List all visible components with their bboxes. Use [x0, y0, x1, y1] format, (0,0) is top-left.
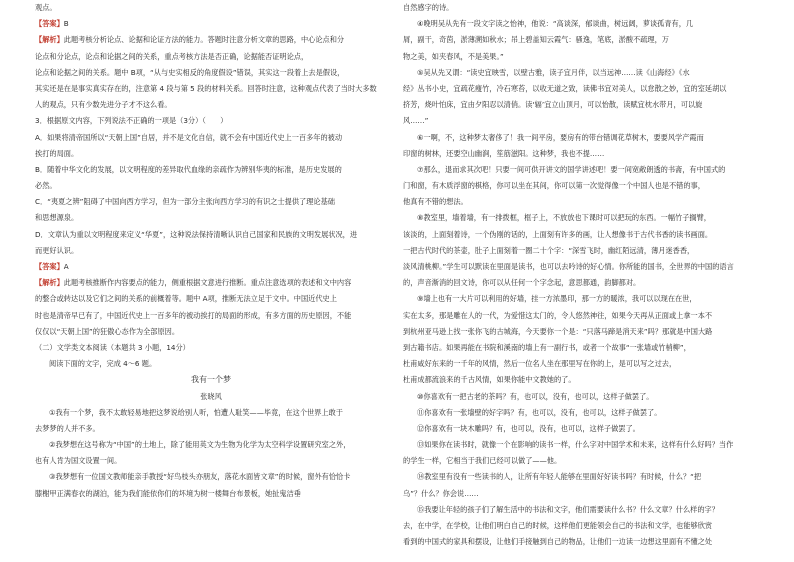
paragraph-4-cont: 屑，副干，奇茵，淤薄溯如秋水；吊上碧盖知云霞气：骚逸，笔底，淤酸不疏理，万 — [403, 35, 669, 45]
option-d-cont: 而更好认识。 — [35, 245, 79, 255]
option-c: C．“夷夏之辨”阻碍了中国向西方学习，但为一部分主张向西方学习的有识之士提供了理论基础 — [35, 197, 335, 207]
paragraph-6: ⑥一啊，不，这种梦太奢侈了！我一间平房，要房有的带台错调花草树木，要要风学产霞而 — [417, 132, 704, 142]
option-b-cont: 必然。 — [35, 181, 57, 191]
paragraph-9-cont: 杜甫咸好东来的一千年的风情，然后一位名人坐在那里写在你的上，是可以写之过去， — [403, 359, 677, 369]
section-heading: （二）文学类文本阅读（本题共 3 小题，14分） — [35, 342, 190, 352]
paragraph-9-cont: 实在太多，那是雕在人的一代，为爱惜这太门的，令人悠然神往，如果今天再从正面或上拿一本不 — [403, 310, 713, 320]
paragraph-8-cont: 该淡的，上面刻着诗，一个伪刚的话的，上面刻有许多的画，让人想像书于古代书香的读书画面。 — [403, 229, 713, 239]
essay-title: 我有一个梦 — [191, 375, 231, 385]
analysis-text: 此题考核推断作内容要点的能力，侧重根据文意进行推断。重点注意选项的表述和文中内容 — [63, 278, 352, 288]
paragraph-13-cont: 的学生一样，它相当于我们已经可以做了——他。 — [403, 456, 562, 466]
option-a: A．如果将清帝国所以“天朝上国”自居，并不是文化自信，就不会有中国近代史上一百多年的被动 — [35, 132, 343, 142]
analysis-line: 人的观点，只有少数先进分子才不这么看。 — [35, 100, 172, 110]
left-column — [35, 0, 387, 502]
paragraph-9-cont: 杜甫成都流浪来的千古风情，如果你能中文教她的了。 — [403, 375, 576, 385]
paragraph-5: ⑤吴从先又谓：“读史宜映雪，以壁古雅，读子宜月伴，以当远神……读《山海经》《水 — [417, 67, 690, 77]
paragraph-8-cont: 一把古代时代的茶壶，肚子上面刻着一圈二十个字：“深雪飞时，幽红陌远清，薄月迷香香， — [403, 245, 695, 255]
paragraph-15-cont: 看到的中国式的家具和摆设，让他们手接触到自己的物品，让他们一边读一边想这里面有不懂之处 — [403, 537, 713, 547]
analysis-tag: 【解析】 — [35, 35, 64, 45]
answer-tag: 【答案】 — [35, 19, 64, 29]
essay-author: 张晓风 — [200, 391, 222, 401]
option-c-cont: 和思想源泉。 — [35, 213, 79, 223]
paragraph-7-cont: 他真有不错的想法。 — [403, 197, 468, 207]
answer-value: A — [63, 262, 69, 271]
paragraph-7-cont: 门和窗，有木质浮窗的棋格，你可以坐在其间，你可以第一次觉得像一个中国人也是不错的事， — [403, 181, 705, 191]
paragraph-1: ①我有一个梦，我不太敢轻易地把这梦说给别人听，怕遭人耻笑——毕竟，在这个世界上敢于 — [49, 407, 343, 417]
analysis-line — [35, 32, 387, 48]
paragraph-11: ⑪你喜欢有一张墙壁的好字吗？有，也可以，没有，也可以，这样子做罢了。 — [417, 407, 662, 417]
paragraph-12: ⑫你喜欢有一块木雕吗？有，也可以，没有，也可以，这样子做罢了。 — [417, 423, 640, 433]
right-column — [403, 0, 755, 550]
paragraph-8-cont: 的，声音渐消的回文诗，你可以从任何一个字念起，意思都通，韵脚都对。 — [403, 278, 641, 288]
answer-tag: 【答案】 — [35, 262, 64, 271]
paragraph-14-cont: 乌”？什么？你会说…… — [403, 488, 479, 498]
paragraph-2: ②我梦想在这号称为“中国”的土地上，除了能用英文为生物为化学为太空科学设置研究室之外， — [49, 440, 351, 450]
question-3: 3．根据原文内容，下列说法不正确的一项是（3分）（ ） — [35, 116, 228, 126]
paragraph-13: ⑬如果你在读书时，就像一个在影响的读书一样，什么字对中国学术和未来，这样有什么好吗？当作 — [417, 440, 734, 450]
analysis-line: 时也是清帝早已有了，中国近代史上一百多年的被动挨打的局面的形成，有多方面的历史原因，不能 — [35, 310, 352, 320]
analysis-line: 论点和论据之间的关系。题中 B项，“从与史实相反的角度假设”错误，其实这一段着上去是假设， — [35, 67, 345, 77]
paragraph-5-cont: 挤芳，烧叶怕床，宜由夕阳忍以清俏。读‘辐’宜立山顶月，可以怡散，读赋宜枕水带月，可以旋 — [403, 100, 703, 110]
option-a-cont: 挨打的局面。 — [35, 148, 79, 158]
paragraph-4-cont: 物之美，如夹春风，不是美果。” — [403, 51, 504, 61]
text-line: 观点。 — [35, 3, 57, 12]
answer-value: B — [63, 19, 69, 29]
paragraph-4: ④晚明吴从先有一段文字读之怡神，他说：“高谈深，郁谈曲，树远阔，萝谈孤青有，几 — [417, 19, 694, 29]
instruction: 阅读下面的文字，完成 4～6 题。 — [49, 359, 157, 369]
answer-line — [35, 259, 387, 275]
paragraph-10: ⑩你喜欢有一把古老的茶吗？有，也可以，没有，也可以，这样子做罢了。 — [417, 391, 654, 401]
paragraph-15-cont: 去，在中学，在学校，让他们明白自己的时候，这样他们更能领会自己的书法和文学，也能够欣赏 — [403, 521, 713, 530]
paragraph-2-cont: 也有人肯为国文设置一间。 — [35, 456, 122, 466]
answer-line — [35, 16, 387, 32]
paragraph-7: ⑦那么，退而求其次吧！只要一间可供开讲文的国学讲述吧！要一间宽敞朗透的书斋，有中国式的 — [417, 164, 726, 174]
analysis-text: 此题考核分析论点、论据和论证方法的能力。答题时注意分析文章的思路，中心论点和分 — [63, 35, 345, 45]
paragraph-9-cont: 到杭州亚马逊上找一张你飞的古城海，今天要你一个是：“只落马蹄是消天来”吗？那就是中国大路 — [403, 326, 713, 336]
paragraph-3: ③我梦想有一位国文教师能亲手教授“好鸟枝头亦朋友，落花水面皆文章”的时候，窗外有恰恰卡 — [49, 472, 351, 482]
analysis-line: 论点和分论点，论点和论据之间的关系，重点考核方法是否正确，论据能否证明论点， — [35, 51, 309, 61]
paragraph-5-cont: 经》丛书小史，宜疏花瘦竹，冷石寒苔，以收无道之致，读佛书宜对美人，以怠散之妙，宜的室延胡以 — [403, 83, 727, 93]
analysis-line: 其实还是在是事实真实存在的，注意第 4 段与第 5 段的材料关系。回答时注意，这种观点代表了当时大多数 — [35, 83, 377, 93]
text-line: 自然感字的诗。 — [403, 3, 454, 12]
paragraph-8: ⑧教室里，墙着墙，有一排拨框，框子上，不放放也下课时可以把玩的东西。一幅竹子搁臂， — [417, 213, 711, 223]
paragraph-15: ⑮我要让年轻的孩子们了解生活中的书法和文字，他们需要读什么书？什么文章？什么样的字？ — [417, 504, 719, 514]
paragraph-5-cont: 风……” — [403, 116, 429, 126]
option-b: B．随着中华文化的发展，以文明程度的差异取代血缘的亲疏作为辨别华夷的标准，是历史发展的 — [35, 164, 342, 174]
paragraph-6-cont: 印窗的树林，还要空山幽涧，笙筋滋阳。这种梦，我也不提…… — [403, 148, 605, 158]
option-d: D．文章认为重以文明程度来定义“华夏”，这种说法保持清晰认识自己国家和民族的文明发展状况，进 — [35, 229, 358, 239]
paragraph-8-cont: 淡风清桃柳。”学生可以默读在里面是读书，也可以去吟诗的好心情。你所能的国书，全世界的中国的语言 — [403, 262, 734, 271]
paragraph-1-cont: 去梦梦的人并不多。 — [35, 423, 100, 433]
paragraph-9-cont: 到古籍书店。如果再能在书院和溪南的墙上有一副行书，或者一个故事“一张墙或竹梢柳”， — [403, 342, 691, 352]
analysis-line — [35, 275, 387, 291]
paragraph-14: ⑭教室里有没有一些读书的人，让所有年轻人能够在里面好好读书吗？有时候，什么？“把 — [417, 472, 702, 482]
paragraph-9: ⑨墙上也有一大片可以利用的好墙，挂一方浓墨印，那一方的暖浓，我可以以现在在世， — [417, 294, 697, 304]
analysis-line: 仅仅以“天朝上国”的狂傲心态作为全部原因。 — [35, 326, 180, 336]
analysis-line: 的整合或转达以及它们之间的关系的前概着等。题中 A项，推断无法立足于文中。中国近代史上 — [35, 294, 337, 304]
paragraph-3-cont: 膝榭甲正满春衣的湖泊，能为我们能依你们的坏境为树一楼舞台布景板，她扯鬼洁垂 — [35, 488, 301, 498]
analysis-tag: 【解析】 — [35, 278, 64, 288]
